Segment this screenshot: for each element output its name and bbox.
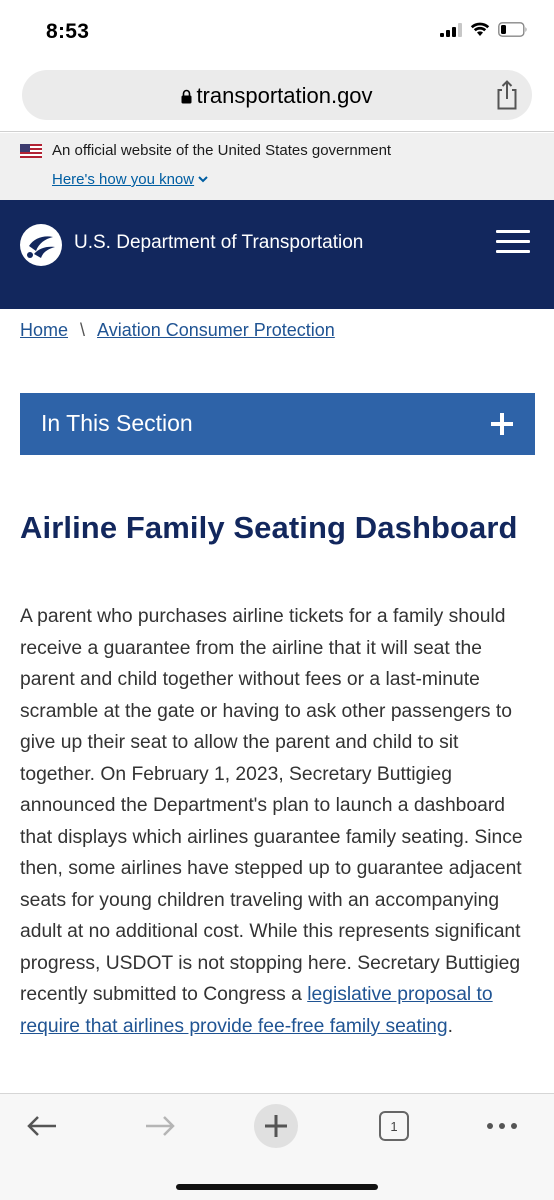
site-header <box>0 200 554 309</box>
home-indicator <box>176 1184 378 1190</box>
gov-link-label: Here's how you know <box>52 171 195 188</box>
paragraph-text: A parent who purchases airline tickets for a family should receive a guarantee from the airline that it will seat the parent and child together without fees or a last-minute scramble at the gate or having to ask other passengers to give up their seat to allow the parent and child to sit together. On February 1, 2023, Secretary Buttigieg announced the Department's plan to launch a dashboard that displays which airlines guarantee family seating. Since then, some airlines have stepped up to guarantee adjacent seats for young children traveling with an accompanying adult at no additional cost. While this represents significant progress, USDOT is not stopping here. Secretary Buttigieg recently submitted to Congress a <box>20 606 523 1005</box>
browser-address-bar <box>0 62 554 132</box>
status-icons <box>440 22 528 37</box>
url-field[interactable] <box>22 70 532 120</box>
signal-icon <box>440 23 462 37</box>
arrow-right-icon <box>144 1114 176 1138</box>
url-text: transportation.gov <box>196 83 373 108</box>
legislative-proposal-link[interactable]: legislative proposal to require that airlines provide fee-free family seating <box>20 984 493 1037</box>
plus-icon <box>265 1115 287 1137</box>
wifi-icon <box>470 22 490 37</box>
us-flag-icon <box>20 144 42 158</box>
more-dots-icon <box>486 1122 518 1130</box>
breadcrumb-home-link[interactable]: Home <box>20 320 69 340</box>
breadcrumb-aviation-link[interactable]: Aviation Consumer Protection <box>97 320 335 340</box>
arrow-left-icon <box>26 1114 58 1138</box>
status-bar <box>0 0 554 62</box>
in-this-section-accordion[interactable] <box>20 393 535 455</box>
section-nav-label: In This Section <box>41 410 193 436</box>
intro-paragraph <box>20 601 538 1042</box>
browser-toolbar <box>0 1093 554 1200</box>
chevron-down-icon <box>198 176 208 183</box>
more-button[interactable] <box>484 1108 520 1144</box>
dot-logo-icon[interactable] <box>20 224 62 266</box>
battery-icon <box>498 22 528 37</box>
new-tab-button[interactable] <box>254 1104 298 1148</box>
share-icon[interactable] <box>492 79 522 111</box>
status-time: 8:53 <box>46 20 90 43</box>
heres-how-you-know-link[interactable] <box>52 171 208 188</box>
tabs-button[interactable] <box>378 1108 410 1144</box>
forward-button[interactable] <box>142 1108 178 1144</box>
gov-banner-text: An official website of the United States government <box>52 142 392 159</box>
plus-icon <box>491 413 513 435</box>
back-button[interactable] <box>24 1108 60 1144</box>
gov-banner <box>0 133 554 200</box>
breadcrumb <box>20 320 335 341</box>
paragraph-end: . <box>447 1015 453 1037</box>
breadcrumb-separator: \ <box>80 320 86 340</box>
hamburger-menu-icon[interactable] <box>496 230 530 254</box>
lock-icon <box>181 89 192 104</box>
tab-count-badge: 1 <box>379 1111 409 1141</box>
site-title[interactable]: U.S. Department of Transportation <box>74 232 364 253</box>
page-title: Airline Family Seating Dashboard <box>20 510 518 545</box>
